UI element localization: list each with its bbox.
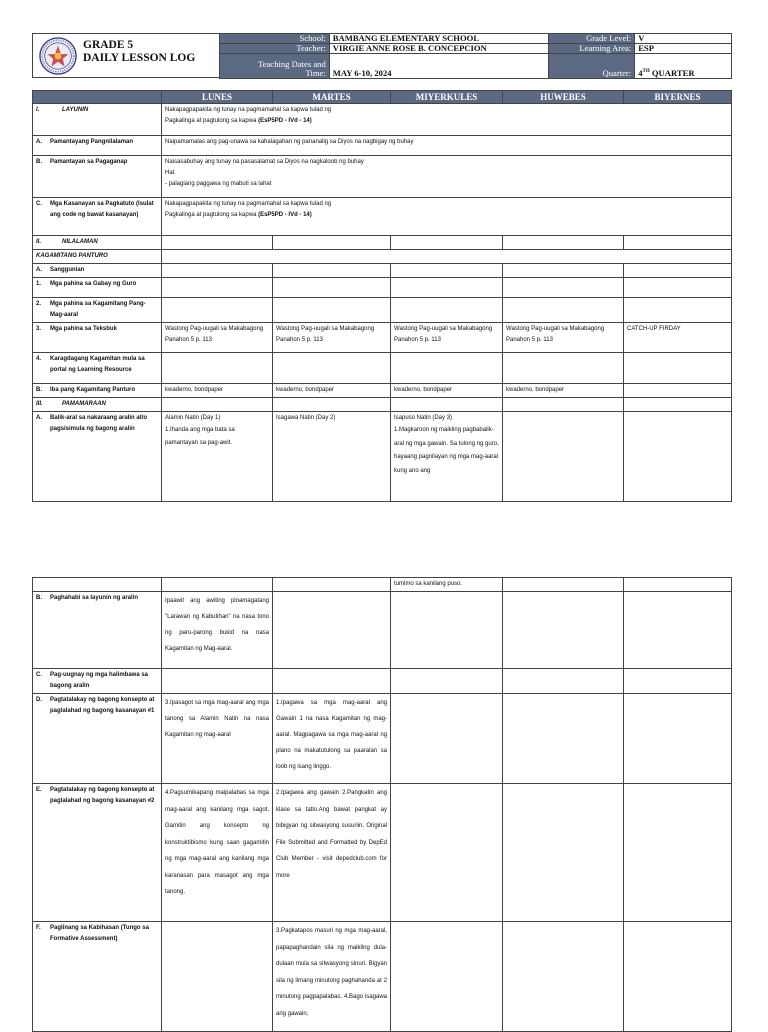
day-lunes: LUNES — [162, 91, 273, 104]
pagtalakay2-lunes: 4.Pagsumikapang maipalabas sa mga mag-aaral ang kanilang mga sagot. Gamitin ang konsepto ng konstruktibismo kung saan gagamitin ng mga mag-aaral ang kanilang mga karanasan para masagot ang mga tanong. — [162, 784, 273, 922]
row-karagdagang: 4. Karagdagang Kagamitan mula sa portal ng Learning Resource — [33, 353, 732, 384]
quarter-num: 4 — [638, 68, 643, 78]
day-huwebes: HUWEBES — [503, 91, 624, 104]
quarter-label: Quarter: — [549, 54, 635, 79]
balik-martes: Isagawa Natin (Day 2) — [273, 412, 391, 502]
school-value: BAMBANG ELEMENTARY SCHOOL — [329, 34, 549, 44]
teksbuk-miyerkules: Wastong Pag-uugali sa Makabagong Panahon 5 p. 113 — [391, 323, 503, 353]
kasanayan-content: Nakapagpapakita ng tunay na pagmamahal sa kapwa tulad ng Pagkalinga at pagtulong sa kapwa (EsP5PD - IVd - 14) — [162, 198, 732, 236]
row-kagamitan-panturo: KAGAMITANG PANTURO — [33, 250, 732, 264]
dates-label — [220, 54, 330, 79]
paglinang-martes: 3.Pagkatapos masuri ng mga mag-aaral, papapaghandain sila ng maikling dula-dulaan mula sa sitwasyong sinuri. Bigyan sila ng limang minutong paghahanda at 2 minutong pagpapalabas. 4.Bago isagawa ang gawain, — [273, 922, 391, 1032]
row-paguugnay: C. Pag-uugnay ng mga halimbawa sa bagong aralin — [33, 669, 732, 694]
pagtalakay1-lunes: 3.Ipasagot sa mga mag-aaral ang mga tanong sa Alamin Natin na nasa Kagamitan ng mag-aaral — [162, 694, 273, 784]
grade-level-value: V — [635, 34, 732, 44]
teksbuk-biyernes: CATCH-UP FIRDAY — [624, 323, 732, 353]
balik-lunes: Alamin Natin (Day 1) 1.Ihanda ang mga bata sa pamantayan sa pag-awit. — [162, 412, 273, 502]
deped-seal-logo — [39, 37, 77, 75]
row-gabay: 1. Mga pahina sa Gabay ng Guro — [33, 278, 732, 298]
day-header-row — [33, 91, 732, 104]
balik-miyerkules: Isapuso Natin (Day 3) 1.Magkaroon ng maikling pagbabalik-aral ng mga gawain. Sa tulong ng guro, hayaang pagnilayan ng mga mag-aaral kung ano ang — [391, 412, 503, 502]
dates-label-line1: Teaching Dates and — [258, 59, 326, 69]
row-teksbuk: 3. Mga pahina sa Teksbuk Wastong Pag-uugali sa Makabagong Panahon 5 p. 113 Wastong Pag-uugali sa Makabagong Panahon 5 p. 113 Wastong Pag-uugali sa Makabagong Panahon 5 p. 113 Wastong Pag-uugali sa Makabagong Panahon 5 p. 113 CATCH-UP FIRDAY — [33, 323, 732, 353]
header-block — [32, 33, 731, 78]
teksbuk-huwebes: Wastong Pag-uugali sa Makabagong Panahon 5 p. 113 — [503, 323, 624, 353]
row-pamamaraan: III. PAMAMARAAN — [33, 398, 732, 412]
quarter-value — [635, 54, 732, 79]
pagtalakay2-martes: 2.Ipagawa ang gawain 2.Pangkatin ang klase sa tatlo.Ang bawat pangkat ay bibigyan ng sitwasyong susuriin. Original File Submitted and Formatted by DepEd Club Member - visit depedclub.com for more — [273, 784, 391, 922]
row-paghahabi: B. Paghahabi sa layunin ng aralin Ipaawit ang awiting pinamagatang "Larawan ng Kabutihan" na nasa tono ng paru-parong bukid na nasa Kagamitan ng Mag-aaral. — [33, 592, 732, 669]
row-pagtalakay-2: E. Pagtatalakay ng bagong konsepto at paglalahad ng bagong kasanayan #2 4.Pagsumikapang maipalabas sa mga mag-aaral ang kanilang mga sagot. Gamitin ang konsepto ng konstruktibismo kung saan gagamitin ng mga mag-aaral ang kanilang mga karanasan para masagot ang mga tanong. 2.Ipagawa ang gawain 2.Pangkatin ang klase sa tatlo.Ang bawat pangkat ay bibigyan ng sitwasyong susuriin. Original File Submitted and Formatted by DepEd Club Member - visit depedclub.com for more — [33, 784, 732, 922]
cont-miyerkules: tumimo sa kanilang puso. — [391, 578, 503, 592]
teksbuk-lunes: Wastong Pag-uugali sa Makabagong Panahon 5 p. 113 — [162, 323, 273, 353]
teacher-label: Teacher: — [220, 44, 330, 54]
row-kagamitang-mag-aaral: 2. Mga pahina sa Kagamitang Pang-Mag-aaral — [33, 298, 732, 323]
lesson-log-table-page2 — [32, 577, 732, 1032]
dll-title: DAILY LESSON LOG — [83, 52, 196, 64]
header-info-table — [219, 33, 732, 79]
quarter-sup: TH — [642, 69, 650, 75]
row-kasanayan: C. Mga Kasanayan sa Pagkatuto (Isulat ang code ng bawat kasanayan) Nakapagpapakita ng tunay na pagmamahal sa kapwa tulad ng Pagkalinga at pagtulong sa kapwa (EsP5PD - IVd - 14) — [33, 198, 732, 236]
teacher-value: VIRGIE ANNE ROSE B. CONCEPCION — [329, 44, 549, 54]
day-biyernes: BIYERNES — [624, 91, 732, 104]
paghahabi-lunes: Ipaawit ang awiting pinamagatang "Larawan ng Kabutihan" na nasa tono ng paru-parong bukid na nasa Kagamitan ng Mag-aaral. — [162, 592, 273, 669]
day-martes: MARTES — [273, 91, 391, 104]
teksbuk-martes: Wastong Pag-uugali sa Makabagong Panahon 5 p. 113 — [273, 323, 391, 353]
pamantayang-content: Naipamamalas ang pag-unawa sa kahalagahan ng pananalig sa Diyos na nagbigay ng buhay — [162, 136, 732, 156]
row-sanggunian: A. Sanggunian — [33, 264, 732, 278]
paganap-content: Naisasabuhay ang tunay na pasasalamat sa Diyos na nagkaloob ng buhay Hal. - palagiang paggawa ng mabuti sa lahat — [162, 156, 732, 198]
row-layunin: I. LAYUNIN Nakapagpapakita ng tunay na pagmamahal sa kapwa tulad ng Pagkalinga at pagtulong sa kapwa (EsP5PD - IVd - 14) — [33, 104, 732, 136]
grade-title: GRADE 5 — [83, 39, 134, 51]
dates-value: MAY 6-10, 2024 — [329, 54, 549, 79]
pagtalakay1-martes: 1.Ipagawa sa mga mag-aaral ang Gawain 1 na nasa Kagamitan ng mag-aaral. Magpagawa sa mga mag-aaral ng plano na makatutulong sa paaralan sa loob ng isang linggo. — [273, 694, 391, 784]
row-nilalaman: II. NILALAMAN — [33, 236, 732, 250]
learning-area-value: ESP — [635, 44, 732, 54]
dates-label-line2: Time: — [305, 68, 326, 78]
header-blank-cell — [33, 91, 162, 104]
layunin-content: Nakapagpapakita ng tunay na pagmamahal sa kapwa tulad ng Pagkalinga at pagtulong sa kapwa (EsP5PD - IVd - 14) — [162, 104, 732, 136]
row-pamantayang: A. Pamantayang Pangnilalaman Naipamamalas ang pag-unawa sa kahalagahan ng pananalig sa Diyos na nagbigay ng buhay — [33, 136, 732, 156]
row-balik-aral: A. Balik-aral sa nakaraang aralin at/o pagsisimula ng bagong aralin Alamin Natin (Day 1) 1.Ihanda ang mga bata sa pamantayan sa pag-awit. Isagawa Natin (Day 2) Isapuso Natin (Day 3) 1.Magkaroon ng maikling pagbabalik-aral ng mga gawain. Sa tulong ng guro, hayaang pagnilayan ng mga mag-aaral kung ano ang — [33, 412, 732, 502]
row-paglinang: F. Paglinang sa Kabihasan (Tungo sa Formative Assessment) 3.Pagkatapos masuri ng mga mag-aaral, papapaghandain sila ng maikling dula-dulaan mula sa sitwasyong sinuri. Bigyan sila ng limang minutong paghahanda at 2 minutong pagpapalabas. 4.Bago isagawa ang gawain, — [33, 922, 732, 1032]
row-iba-pang: B. Iba pang Kagamitang Panturo kwaderno, bondpaper kwaderno, bondpaper kwaderno, bondpaper kwaderno, bondpaper — [33, 384, 732, 398]
row-continued — [33, 578, 732, 592]
quarter-word: QUARTER — [651, 68, 695, 78]
lesson-log-table-page1 — [32, 90, 732, 502]
school-label: School: — [220, 34, 330, 44]
grade-level-label: Grade Level: — [549, 34, 635, 44]
learning-area-label: Learning Area: — [549, 44, 635, 54]
day-miyerkules: MIYERKULES — [391, 91, 503, 104]
row-paganap: B. Pamantayan sa Pagaganap Naisasabuhay ang tunay na pasasalamat sa Diyos na nagkaloob ng buhay Hal. - palagiang paggawa ng mabuti sa lahat — [33, 156, 732, 198]
row-pagtalakay-1: D. Pagtatalakay ng bagong konsepto at paglalahad ng bagong kasanayan #1 3.Ipasagot sa mga mag-aaral ang mga tanong sa Alamin Natin na nasa Kagamitan ng mag-aaral 1.Ipagawa sa mga mag-aaral ang Gawain 1 na nasa Kagamitan ng mag-aaral. Magpagawa sa mga mag-aaral ng plano na makatutulong sa paaralan sa loob ng isang linggo. — [33, 694, 732, 784]
